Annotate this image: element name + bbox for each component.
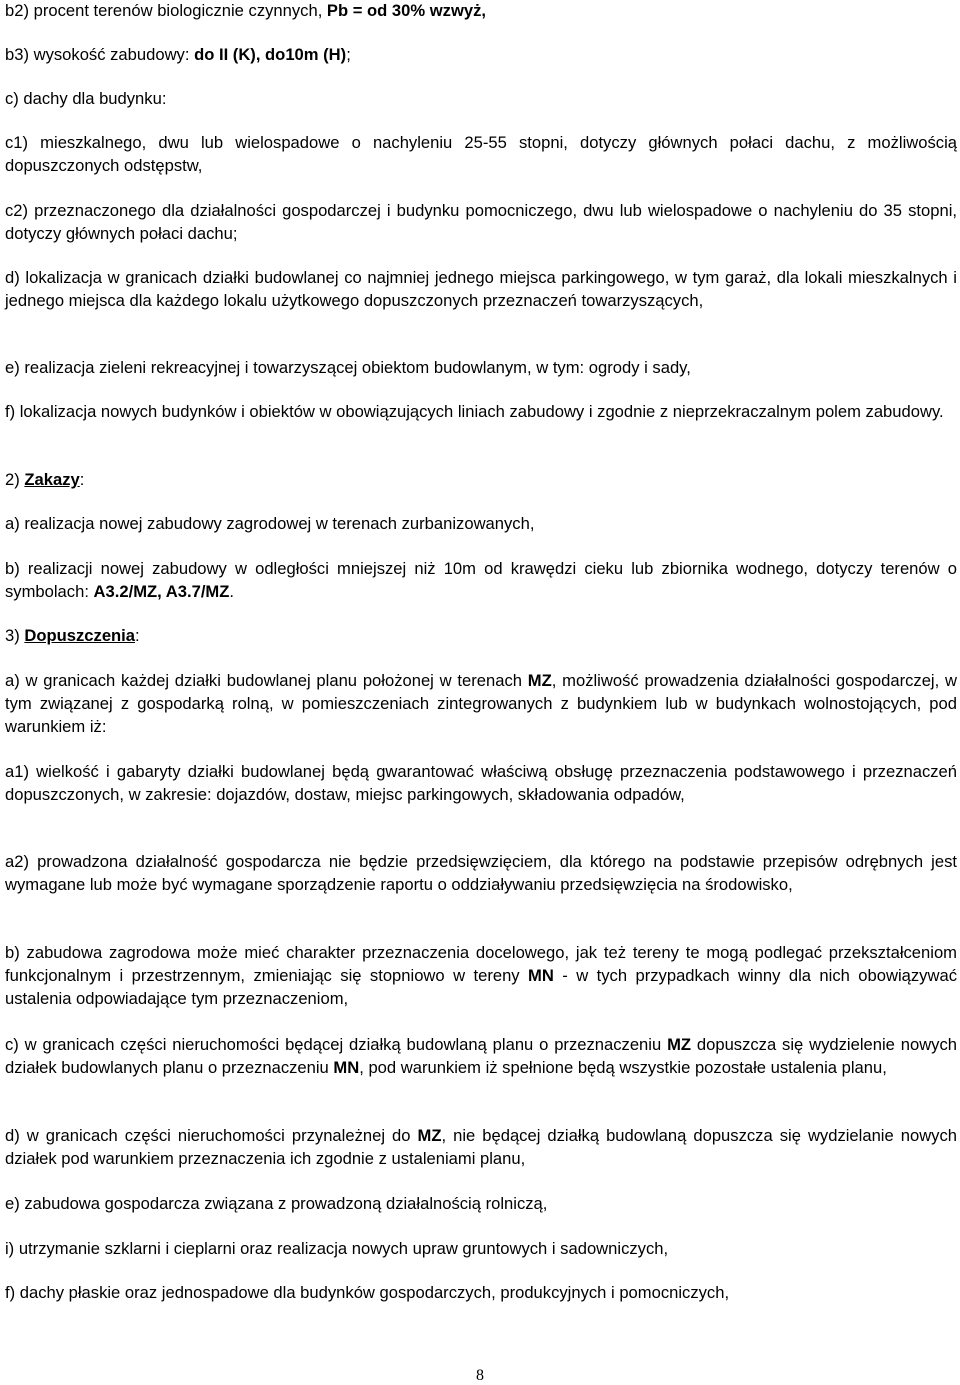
paragraph-dop-a <box>5 670 957 738</box>
dopuszczenia-label: Dopuszczenia <box>24 626 136 645</box>
paragraph-zakazy-a: a) realizacja nowej zabudowy zagrodowej w terenach zurbanizowanych, <box>5 514 535 533</box>
b3-tail: ; <box>346 45 351 64</box>
da-pre: a) w granicach każdej działki budowlanej planu położonej w terenach <box>5 671 528 690</box>
paragraph-b2 <box>5 0 957 23</box>
b3-bold: do II (K), do10m (H) <box>194 45 347 64</box>
paragraph-dop-a1: a1) wielkość i gabaryty działki budowlanej będą gwarantować właściwą obsługę przeznaczenia podstawowego i przeznaczeń dopuszczonych, w zakresie: dojazdów, dostaw, miejsc parkingowych, składowania odpadów, <box>5 762 957 804</box>
b2-bold: Pb = od 30% wzwyż, <box>326 1 486 20</box>
dd-pre: d) w granicach części nieruchomości przynależnej do <box>5 1126 418 1145</box>
da-bold: MZ <box>527 671 552 690</box>
zb-bold: A3.2/MZ, A3.7/MZ <box>93 581 230 601</box>
paragraph-dop-d <box>5 1125 957 1171</box>
section-dopuszczenia <box>5 625 957 648</box>
section-zakazy <box>5 469 957 492</box>
dc-pre: c) w granicach części nieruchomości będącej działką budowlaną planu o przeznaczeniu <box>5 1035 668 1054</box>
db-post: - w tych przypadkach winny dla nich obowiązywać ustalenia odpowiadające tym przeznaczeniom, <box>5 965 957 1008</box>
paragraph-dop-i: i) utrzymanie szklarni i cieplarni oraz realizacja nowych upraw gruntowych i sadowniczych, <box>5 1239 669 1258</box>
paragraph-dop-b <box>5 942 957 1010</box>
paragraph-dop-e: e) zabudowa gospodarcza związana z prowadzoną działalnością rolniczą, <box>5 1194 548 1213</box>
zakazy-tail: : <box>79 470 85 489</box>
b3-text: b3) wysokość zabudowy: <box>5 45 195 64</box>
dopuszczenia-number: 3) <box>5 626 25 645</box>
dd-bold: MZ <box>417 1126 442 1145</box>
paragraph-dop-f: f) dachy płaskie oraz jednospadowe dla budynków gospodarczych, produkcyjnych i pomocniczych, <box>5 1283 730 1302</box>
paragraph-dop-a2: a2) prowadzona działalność gospodarcza nie będzie przedsięwzięciem, dla którego na podstawie przepisów odrębnych jest wymagane lub może być wymagane sporządzenie raportu o oddziaływaniu przedsięwzięcia na środowisko, <box>5 852 957 894</box>
dd-post: , nie będącej działką budowlaną dopuszcza się wydzielanie nowych działek pod warunkiem przeznaczenia ich zgodnie z ustaleniami planu, <box>5 1126 957 1168</box>
dc-bold1: MZ <box>667 1035 692 1054</box>
zb-text: b) realizacji nowej zabudowy w odległości mniejszej niż 10m od krawędzi cieku lub zbiornika wodnego, dotyczy terenów o symbolach: <box>5 559 957 601</box>
dc-mid: dopuszcza się wydzielenie nowych działek budowlanych planu o przeznaczeniu <box>5 1035 958 1077</box>
paragraph-e: e) realizacja zieleni rekreacyjnej i towarzyszącej obiektom budowlanym, w tym: ogrody i sady, <box>5 358 691 377</box>
paragraph-c2: c2) przeznaczonego dla działalności gospodarczej i budynku pomocniczego, dwu lub wielospadowe o nachyleniu do 35 stopni, dotyczy głównych połaci dachu; <box>5 201 957 243</box>
paragraph-dop-c <box>5 1034 957 1080</box>
zakazy-label: Zakazy <box>24 470 80 489</box>
paragraph-d: d) lokalizacja w granicach działki budowlanej co najmniej jednego miejsca parkingowego, w tym garaż, dla lokali mieszkalnych i jednego miejsca dla każdego lokalu użytkowego dopuszczonych przeznaczeń towarzyszących, <box>5 268 957 310</box>
dopuszczenia-tail: : <box>135 626 140 645</box>
db-pre: b) zabudowa zagrodowa może mieć charakter przeznaczenia docelowego, jak też tereny te mogą podlegać przekształceniom funkcjonalnym i przestrzennym, zmieniając się stopniowo w tereny <box>5 943 957 985</box>
zb-tail: . <box>229 581 235 601</box>
b2-text: b2) procent terenów biologicznie czynnych, <box>5 1 327 20</box>
paragraph-zakazy-b <box>5 558 957 604</box>
dc-post: , pod warunkiem iż spełnione będą wszystkie pozostałe ustalenia planu, <box>359 1057 887 1077</box>
zakazy-number: 2) <box>5 470 25 489</box>
paragraph-f: f) lokalizacja nowych budynków i obiektów w obowiązujących liniach zabudowy i zgodnie z nieprzekraczalnym polem zabudowy. <box>5 402 944 421</box>
da-post: , możliwość prowadzenia działalności gospodarczej, w tym związanej z gospodarką rolną, w pomieszczeniach zintegrowanych z budynkiem lub w budynkach wolnostojących, pod warunkiem iż: <box>5 671 957 736</box>
db-bold: MN <box>528 965 554 985</box>
paragraph-c1: c1) mieszkalnego, dwu lub wielospadowe o nachyleniu 25-55 stopni, dotyczy głównych połaci dachu, z możliwością dopuszczonych odstępstw, <box>5 133 957 175</box>
paragraph-c: c) dachy dla budynku: <box>5 89 167 108</box>
paragraph-b3 <box>5 44 957 67</box>
dc-bold2: MN <box>333 1057 360 1077</box>
page-number: 8 <box>476 1367 484 1384</box>
